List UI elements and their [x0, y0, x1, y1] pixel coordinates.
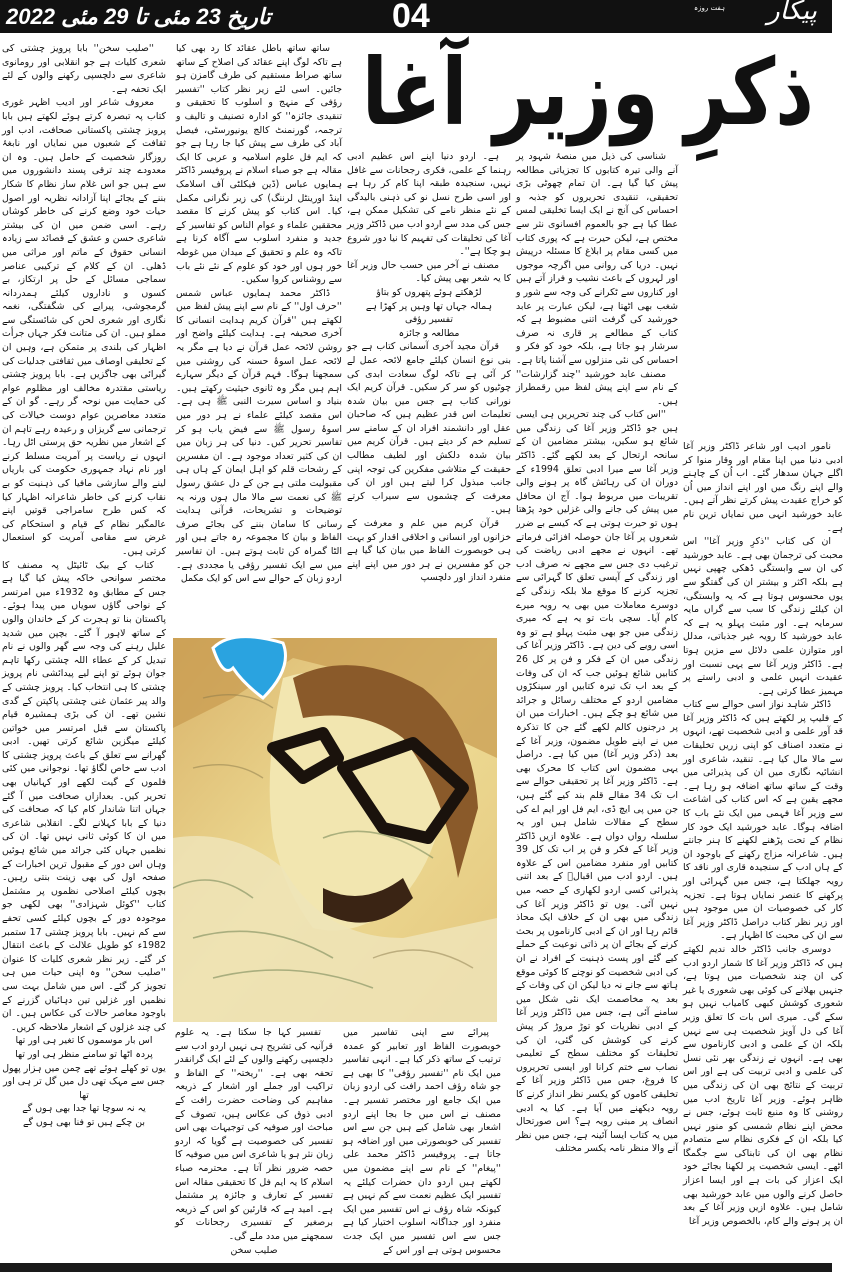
subheading: مطالعہ و جائزہ	[398, 327, 460, 339]
paragraph: قرآن مجید آخری آسمانی کتاب ہے جو بنی نوع انسان کیلئے جامع لائحہ عمل لے کر آئی ہے تاکہ لوگ سعادت ابدی کی چوٹیوں کو سر کر سکیں۔ قرآن کریم ایک نورانی کتاب ہے جس میں بیان شدہ تعلیمات اس قدر عظیم ہیں کہ صاحبان عقل اور دانشمند افراد ان کے سامنے سر تسلیم خم کر دیتے ہیں۔ قرآن کریم میں بیان شدہ دلکش اور لطیف مطالب حقیقت کے متلاشی مفکرین کی توجہ اپنی جانب مبذول کرا لیتے ہیں اور ان کی معرفت کے چشموں سے سیراب کرتے ہیں۔	[347, 341, 511, 516]
paragraph: پیرائے سے اپنی تفاسیر میں خوبصورت الفاظ اور تعابیر کو عمدہ ترتیب کے ساتھ ذکر کیا ہے۔ انہی تفاسیر میں ایک نام ''تفسیر رؤفی'' کا بھی ہے جو شاہ رؤف احمد رافت کی اردو زبان میں ایک جامع اور مختصر تفسیر ہے۔ مصنف نے اس میں جا بجا اپنے اردو اشعار بھی شامل کیے ہیں جن سے اس تفسیر کی خوبصورتی میں اور اضافہ ہو جاتا ہے۔ پروفیسر ڈاکٹر محمد علی ''پیغام'' کے نام سے اپنے مضمون میں لکھتے ہیں اردو دان حضرات کیلئے یہ تفسیر ایک عظیم نعمت سے کم نہیں ہے کیونکہ شاہ رؤف نے اس تفسیر میں ایک منفرد اور جداگانہ اسلوب اختیار کیا ہے جس سے اس تفسیر میں ایک جدت محسوس ہوتی ہے اور اس کے	[343, 1027, 501, 1256]
paragraph: ساتھ ساتھ باطل عقائد کا رد بھی کیا ہے تاکہ لوگ اپنے عقائد کی اصلاح کے ساتھ ساتھ صراط مستقیم کی طرف گامزن ہو جائیں۔ اسی لئے زیر نظر کتاب ''تفسیر رؤفی کے منہج و اسلوب کا تحقیقی و تنقیدی جائزہ'' کو ادارہ تصنیف و تالیف و ترجمہ، گورنمنٹ کالج یونیورسٹی، فیصل آباد کی طرف سے پیش کیا جا رہا ہے جو کہ ایم فل علوم اسلامیہ و عربی کا ایک مقالہ ہے جو صباء اسلام نے پروفیسر ڈاکٹر ہمایوں عباس (ڈین فیکلٹی آف اسلامک اینڈ اورینٹل لرننگ) کی زیر نگرانی مکمل کیا۔ اس کتاب کو پیش کرنے کا مقصد محققین علماء و عوام الناس کو تفاسیر کے جدید و منفرد اسلوب سے آگاہ کرنا ہے تاکہ وہ علم و تحقیق کے میدان میں غوطہ خور ہوں اور خود کو علوم کے نئے نئے باب سے روشناس کروا سکیں۔	[176, 43, 342, 286]
paragraph: ڈاکٹر محمد ہمایوں عباس شمس ''حرف اول'' کے نام سے اپنے پیش لفظ میں لکھتے ہیں ''قرآن کریم ہدایت انسانی کا آخری صحیفہ ہے۔ ہدایت کیلئے واضح اور روشن لائحہ عمل قرآن نے دیا ہے مگر یہ لائحہ عمل اسوۂ حسنہ کی روشنی میں سمجھنا ہوگا۔ فہم قرآن کے دیگر سہارے اہم ہیں مگر وہ ثانوی حیثیت رکھتے ہیں۔ بنیاد و اساس سیرت النبی ﷺ ہی ہے۔ اس مقصد کیلئے علماء نے ہر دور میں اسوۂ رسول ﷺ سے فیض یاب ہو کر تفاسیر تحریر کیں۔ دنیا کی ہر زبان میں ان کی کثیر تعداد موجود ہے۔ ان مفسرین کے رشحات قلم کو اہل ایمان کے ہاں ہی مقبولیت ملتی ہے جن کے دل عشق رسول ﷺ کی نعمت سے مالا مال ہوں ورنہ یہ توضیحات و تشریحات، قرآنی ہدایت رسانی کا سامان بننے کی بجائے صرف الفاظ و بیان کا مجموعہ رہ جاتے ہیں اور الٹا گمراہ کن ثابت ہوتے ہیں۔ ان تفاسیر میں سے ایک تفسیر رؤفی یا مجددی ہے۔ اردو زبان کے حوالے سے اس کو ایک مکمل	[176, 287, 342, 585]
verse-line: پردہ اٹھا تو سامنے منظر ہی اور تھا	[15, 1048, 153, 1060]
paragraph: معروف شاعر اور ادیب اظہر غوری کتاب پہ تبصرہ کرتے ہوئے لکھتے ہیں بابا پرویز چشتی پاکستانی صحافت، ادب اور ثقافت کے شعبوں میں نمایاں اور نابغۂ روزگار شخصیت کے حامل ہیں۔ وہ ان معدودے چند ترقی پسند دانشوروں میں سے ہیں جو اس غلام ساز نظام کا شکار بننے کے بجائے اپنا آزادانہ نظریہ اور اصول حیات خود وضع کرنے کی خاطر کوشاں رہے۔ اسی ضمن میں ان کی بیشتر شاعری حسن و عشق کے قصائد سے زیادہ انسانی حقوق کے ماتم اور مراثی میں ڈھلی۔ ان کے کلام کے ترکیبی عناصر سماجی مسائل کے حل پر ارتکاز، بے کسوں و ناداروں کیلئے ہمدردانہ گرمجوشی، پیرایے کی شگفتگی، نغمہ نگاری اور شعری لحن کی شائستگی سے مملو ہیں۔ ان کی متانت فکر جہاں جرأت اظہار کی بلندی پر متمکن ہے، وہیں ان کے تخلیقی اوصاف میں ثقافتی جدلیات کی گیرائی بھی جاگزیں ہے۔ بابا پرویز چشتی ریاستی مقتدرہ مخالف اور مظلوم عوام کی حمایت میں نوحہ گر رہے۔ گو ان کے متعدد معاصرین عوام دوست خیالات کی ترجمانی سے گریزاں و رعیدہ رہے تاہم ان کے اشعار میں نظریہ حق پرستی اٹل رہا۔ انہوں نے ریاست پر آمریت مسلط کرنے اور نام نہاد جمہوری حکومت کی باریاں لینے والے سازشی مافیا کی ذہنیت کو بے نقاب کرنے کی خاطر شاعرانہ اظہار کیا کہ کس طرح سامراجی قوتیں اپنے عالمگیر نظام کے قیام و استحکام کی غرض سے مقامی آمریت کو استعمال کرتی ہیں۔	[2, 97, 166, 557]
verse-line: ہمالہ جہاں تھا وہیں پر کھڑا ہے	[365, 300, 493, 312]
poem-verse	[2, 1034, 166, 1129]
article-column	[347, 150, 511, 585]
footer-bar	[0, 1263, 832, 1272]
verse-line: یوں تو کھلے ہوئے تھے چمن میں ہزار پھول	[2, 1062, 166, 1074]
verse-line: لڑھکتے ہوئے پتھروں کو بتاؤ	[376, 286, 482, 298]
paragraph: ''صلیب سخن'' بابا پرویز چشتی کی شعری کلیات ہے جو انقلابی اور رومانوی شاعری سے دلچسپی رکھنے والوں کے لئے ایک تحفہ ہے۔	[2, 43, 166, 95]
page-number: 04	[392, 0, 430, 35]
verse-line: جس سے مہک تھی دل میں گل تر ہی اور تھا	[3, 1076, 165, 1101]
article-column	[516, 150, 678, 1156]
paragraph: ''اس کتاب کی چند تحریریں ہی ایسی ہیں جو ڈاکٹر وزیر آغا کی زندگی میں شائع ہو سکیں، بیشتر مضامین ان کے سانحہ ارتحال کے بعد لکھے گئے۔ ڈاکٹر وزیر آغا سے میرا ادبی تعلق 1994ء کے دوران ان کی رہائش گاہ پر ہونے والی تقریبات میں مربوط ہوا۔ آج ان محافل میں پیش کی جانے والی غزلیں خود پڑھتا ہوں تو حیرت ہوتی ہے کہ کیسے بے ضرر شعروں پر آغا جان حوصلہ افزائی فرماتے تھے۔ انہوں نے مجھے ادبی ریاضت کی ترغیب دی جس سے مجھے نہ صرف ادب اور زندگی کے آپسی تعلق کا گہرائی سے تجزیہ کرنے کا موقع ملا بلکہ زندگی کے دوسرے معاملات میں بھی یہ رویہ میرے کام آیا۔ سچی بات تو یہ ہے کہ میری زندگی میں جو بھی مثبت پہلو ہے تو وہ اسی رویے کی دین ہے۔ ڈاکٹر وزیر آغا کی زندگی میں ان کے فکر و فن پر کل 26 کتابیں شائع ہوئیں جب کہ ان کی وفات کے بعد اب تک تیرہ کتابیں اور سینکڑوں مضامین اردو کے مختلف رسائل و جرائد میں شائع ہو چکے ہیں۔ اخبارات میں ان پر درجنوں کالم لکھے گئے جن کا تذکرہ میں نے اپنے طویل مضمون، وزیر آغا کے بعد (ذکر وزیر آغا) میں کیا ہے۔ دراصل یہی مضمون اس کتاب کا محرک بھی ہے۔ ڈاکٹر وزیر آغا پر تحقیقی حوالے سے اب تک 34 مقالے قلم بند کیے گئے ہیں، جن میں پی ایچ ڈی، ایم فل اور ایم اے کی سطح کے مقالات شامل ہیں اور یہ سلسلہ رواں دواں ہے۔ علاوہ ازیں ڈاکٹر وزیر آغا کے فکر و فن پر اب تک کل 39 کتابیں اور منفرد مضامین اس کے علاوہ ہیں۔ اردو ادب میں اقبالؒ کے بعد اتنی پذیرائی کسی اردو لکھاری کے حصہ میں نہیں آئی۔ یوں تو ڈاکٹر وزیر آغا کی زندگی میں بھی ان کے خلاف ایک محاذ قائم رہا اور ان کے ادبی کارناموں پر بحث کرنے کے بجائے ان پر ذاتی نوعیت کے حملے کیے گئے اور پست ذہنیت کے افراد نے ان کی ادبی شخصیت کو نوچنے کا کوئی موقع ہاتھ سے جانے نہ دیا لیکن ان کی وفات کے بعد یہ مخاصمت ایک نئی شکل میں سامنے آئی ہے، جس میں ڈاکٹر وزیر آغا کے ادبی نظریات کو توڑ مروڑ کر پیش کرنے کی کوشش کی گئی، ان کی تخلیقات کو مختلف سطح کے تعلیمی نصاب سے ختم کرانا اور ایسی تحریروں کا فروغ، جس میں ڈاکٹر وزیر آغا کے تخلیقی کاموں کو یکسر نظر انداز کرنے کا رویہ دیکھنے میں آیا ہے۔ کیا یہ ادبی انصاف پر مبنی رویہ ہے؟ اس صورتحال میں یہ کتاب ایسا آئینہ ہے، جس میں نظر آنے والا منظر نامہ یکسر مختلف	[516, 409, 679, 1155]
paragraph: شناسی کی ذیل میں منصۂ شہود پر آنے والی تیرہ کتابوں کا تجزیاتی مطالعہ پیش کیا گیا ہے۔ ان تمام چھوٹی بڑی تحقیقی، تنقیدی تحریروں کو جذبہ و احساس کی آنچ نے ایک ایسا تخلیقی لمس عطا کیا ہے جو بالعموم افسانوی نثر سے مختص ہے، لیکن حیرت ہے کہ پوری کتاب میں کسی مقام پر ابلاغ کا مسئلہ درپیش نہیں۔ دریا کی روانی میں اگرچہ موجوں اور لہروں کے باعث نشیب و فراز آتے ہیں اور کناروں سے ٹکرانے کی وجہ سے شور و شغب بھی اٹھتا ہے، لیکن عبارت پر عابد خورشید کی گرفت اتنی مضبوط ہے کہ کتاب کے مطالعے پر قاری نہ صرف سرشار ہو جاتا ہے، بلکہ خود کو فکر و احساس کی نئی منزلوں سے آشنا پاتا ہے۔	[516, 151, 678, 366]
headline-text: ذکرِ وزیر آغا	[362, 39, 814, 146]
logo-name: پیکار	[767, 0, 817, 26]
article-headline	[362, 38, 814, 148]
article-column	[175, 1026, 333, 1257]
poem-verse	[347, 286, 511, 313]
subheading: تفسیر رؤفی	[404, 314, 454, 326]
masthead-bar	[0, 0, 832, 33]
paragraph: ڈاکٹر شاہد نواز اسی حوالے سے کتاب کے فلیپ پر لکھتے ہیں کہ ڈاکٹر وزیر آغا قد آور علمی و ادبی شخصیت تھے، انہوں نے متعدد اصناف کو اپنی زریں تخلیقات سے مالا مال کیا ہے۔ تنقید، شاعری اور انشائیہ نگاری میں ان کی پذیرائی میں وقت کے ساتھ ساتھ اضافہ ہو رہا ہے۔ مجھے یقین ہے کہ اس کتاب کی اشاعت سے وزیر آغا فہمی میں ایک نئے باب کا اضافہ ہوگا۔ عابد خورشید ایک خود کار نظام کے تحت پڑھنے لکھنے کا ہنر جانتے ہیں۔ شاعرانہ مزاج رکھنے کے باوجود ان کے ہاں ادب کے سنجیدہ قاری اور ناقد کا رویہ جھلکتا ہے، جس میں گہرائی اور پرکھنے کا عنصر نمایاں ہوتا ہے۔ تجزیہ کار کی خصوصیات ان میں موجود ہیں اور زیر نظر کتاب دراصل ڈاکٹر وزیر آغا سے ان کی محبت کا اظہار ہے۔	[683, 699, 843, 942]
paragraph: دوسری جانب ڈاکٹر خالد ندیم لکھتے ہیں کہ ڈاکٹر وزیر آغا کا شمار اردو ادب کی ان چند شخصیات میں ہوتا ہے، جنہیں بھلانے کی کوئی بھی شعوری یا غیر شعوری کوشش کبھی کامیاب نہیں ہو سکے گی۔ میری اس بات کا تعلق وزیر آغا کی دل آویز شخصیت ہی سے نہیں بلکہ ان کے علمی و ادبی کارناموں سے بھی ہے۔ انہوں نے زندگی بھر نئی نسل کی علمی و ادبی تربیت کی ہے اور اس تربیت کے نتائج بھی ان کی زندگی میں ظاہر ہوئے۔ وزیر آغا تاریخ ادب میں روشنی کا وہ منبع ثابت ہوئے، جس نے محض اپنے نظام شمسی کو منور نہیں کیا بلکہ ان کے فکری نظام سے متصادم نظام بھی ان کی تابناکی سے جگمگا اٹھے۔ ایسی شخصیت پر لکھنا بجائے خود ایک اعزاز کی بات ہے اور ایسا اعزاز حاصل کرنے والوں میں عابد خورشید بھی شامل ہیں۔ علاوہ ازیں وزیر آغا کے بعد ان پر ہونے والے کام، بالخصوص وزیر آغا	[683, 943, 843, 1227]
article-column	[2, 42, 166, 1130]
paragraph: تفسیر کہا جا سکتا ہے۔ یہ علوم قرآنیہ کی تشریح ہی نہیں اردو ادب سے دلچسپی رکھنے والوں کے لئے ایک گرانقدر تحفہ بھی ہے۔ ''ریختہ'' کے الفاظ و تراکیب اور جملے اور اشعار کے ذریعہ مفاہیم کی وضاحت حضرت رافت کے ادبی ذوق کی عکاس ہیں، تصوف کے مباحث اور صوفیہ کی توجیہات بھی اس تفسیر کی خصوصیت ہے گویا کہ اردو زبان نثر ہو یا شاعری اس میں صوفیہ کا حصہ ضرور نظر آتا ہے۔ محترمہ صباء اسلام کا یہ ایم فل کا تحقیقی مقالہ اس تفسیر کے تعارف و جائزہ پر مشتمل ہے۔ امید ہے کہ قارئین کو اس کے ذریعہ برصغیر کے تفسیری رجحانات کو سمجھنے میں مدد ملے گی۔	[175, 1027, 333, 1242]
logo-subtitle: ہفت روزہ	[694, 4, 725, 12]
paragraph: مصنف نے آخر میں حسب حال وزیر آغا کا یہ شعر بھی پیش کیا۔	[347, 259, 511, 285]
verse-line: اس بار موسموں کا تغیر ہی اور تھا	[15, 1035, 153, 1047]
signature: صلیب سخن	[230, 1244, 278, 1256]
paragraph: ہے۔ اردو دنیا اپنے اس عظیم ادبی رہنما کے علمی، فکری رجحانات سے غافل نہیں، سنجیدہ طبقہ اپنا کام کر رہا ہے اور اسی طرح نسل نو کی ذہنی بالیدگی کے نئے منظر نامے کی تشکیل ممکن ہے، جس کی مدد سے اردو ادب میں ڈاکٹر وزیر آغا کی تخلیقات کی تفہیم کا نیا دور شروع ہو چکا ہے''۔	[347, 151, 511, 258]
newspaper-logo	[640, 0, 825, 33]
article-column	[343, 1026, 501, 1257]
article-column	[176, 42, 342, 586]
article-column	[683, 440, 843, 1228]
paragraph: مصنف عابد خورشید ''چند گزارشات'' کے نام سے اپنے پیش لفظ میں رقمطراز ہیں۔	[516, 368, 678, 407]
paragraph: قرآن کریم میں علم و معرفت کے خزانوں اور انسانی و اخلاقی اقدار کو بہت ہی خوبصورت الفاظ میں بیان کیا گیا ہے جن کو مفسرین نے ہر دور میں اپنے اپنے منفرد انداز اور دلچسپ	[347, 518, 511, 584]
paragraph: ان کی کتاب ''ذکرِ وزیر آغا'' اس محبت کی ترجمان بھی ہے۔ عابد خورشید کی ان سے وابستگی ڈھکی چھپی نہیں ہے بلکہ اکثر و بیشتر ان کی گفتگو سے یوں محسوس ہوتا ہے کہ یہ وابستگی، ان کیلئے زندگی کا سب سے گراں مایہ سرمایہ ہے۔ اور مثبت پہلو یہ ہے کہ عابد خورشید کا رویہ غیر جذباتی، مدلل اور متوازن علمی دلائل سے مزین ہوتا ہے۔ ڈاکٹر وزیر آغا سے یہی نسبت اور عقیدت انہیں علمی و ادبی راستے پر مہمیز عطا کرتی ہے۔	[683, 536, 843, 697]
paragraph: کتاب کے بیک ٹائیٹل پہ مصنف کا مختصر سوانحی خاکہ پیش کیا گیا ہے جس کے مطابق وہ 1932ء میں امرتسر کے نواحی گاؤں سویاں میں پیدا ہوئے۔ پاکستان بنا تو ہجرت کر کے خاندان والوں کے ساتھ لاہور آ گئے۔ بچپن میں شدید علیل رہنے کی وجہ سے گھر والوں نے نام تبدیل کر کے عطاء اللہ چشتی رکھا تاہم جوان ہوئے تو اپنے لیے پیدائشی نام پرویز چشتی کا ہی انتخاب کیا۔ پرویز چشتی کے والد پیر عثمان غنی چشتی پاکپتن کے گدی نشین تھے۔ ان کی بڑی ہمشیرہ قیام پاکستان سے قبل امرتسر میں خواتین کیلئے میگزین شائع کرتی تھیں۔ ادبی گھرانے سے تعلق کے باعث پرویز چشتی کا ادب سے خاص لگاؤ تھا۔ نوجوانی میں کئی فلموں کے گیت لکھے اور کہانیاں بھی تحریر کیں۔ بعدازاں صحافت میں آ گئے جہاں اتنا شاندار کام کیا کہ صحافت کی دنیا کے بابا کہلانے لگے۔ انقلابی شاعری میں ان کا کوئی ثانی نہیں تھا۔ ان کی نظمیں جہاں کئی جرائد میں شائع ہوئیں وہاں اس دور کے مقبول ترین اخبارات کے صفحہ اول کی بھی زینت بنتی رہیں۔ بچوں کیلئے اصلاحی نظموں پر مشتمل کتاب ''کوئل شہزادی'' بھی لکھی جو موجودہ دور کے بچوں کیلئے کسی تحفے سے کم نہیں۔ بابا پرویز چشتی 17 ستمبر 1982ء کو طویل علالت کے باعث انتقال کر گئے۔ زیر نظر شعری کلیات کا عنوان ''صلیب سخن'' وہ اپنی حیات میں ہی تجویز کر گئے۔ اس میں شامل بہت سی نظمیں اور غزلیں تین دہائیاں گزرنے کے باوجود معاصر حالات کی عکاس ہیں۔ ان کی چند غزلوں کے اشعار ملاحظہ کریں۔	[2, 559, 166, 1033]
issue-date: تاریخ 23 مئی تا 29 مئی 2022	[6, 4, 271, 29]
verse-line: بن چکے ہیں تو فنا بھی ہوں گے	[22, 1116, 146, 1128]
paragraph: نامور ادیب اور شاعر ڈاکٹر وزیر آغا ادبی دنیا میں اپنا مقام اور وقار منوا کر اگلے جہان سدھار گئے۔ اب اُن کے چاہنے والے اپنے رنگ میں اور اپنے انداز میں اُن کو خراج عقیدت پیش کرتے نظر آتے ہیں۔ عابد خورشید انہی میں نمایاں ترین نام ہے۔	[683, 441, 843, 534]
verse-line: یہ نہ سوچا تھا جدا بھی ہوں گے	[22, 1103, 146, 1115]
book-cover-image	[173, 638, 497, 1022]
